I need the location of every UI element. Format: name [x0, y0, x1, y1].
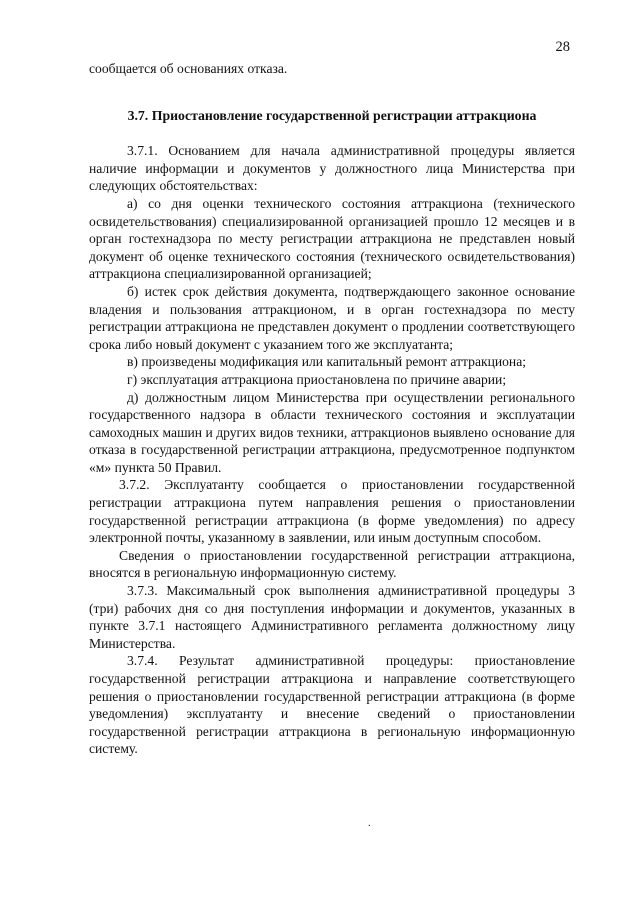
paragraph-3-7-1: 3.7.1. Основанием для начала административной процедуры является наличие информации и документов у должностного лица Министерства при следующих обстоятельствах: — [89, 143, 575, 194]
paragraph-3-7-4: 3.7.4. Результат административной процедуры: приостановление государственной регистрации аттракциона и направление соответствующего решения о приостановлении государственной регистрации аттракциона (в форме уведомления) эксплуатанту и внесение сведений о приостановлении государственной регистрации аттракциона в региональную информационную систему. — [89, 653, 575, 757]
paragraph-continuation: сообщается об основаниях отказа. — [89, 61, 288, 76]
paragraph-3-7-3: 3.7.3. Максимальный срок выполнения административной процедуры 3 (три) рабочих дня со дня поступления информации и документов, указанных в пункте 3.7.1 настоящего Административного регламента должностному лицу Министерства. — [89, 583, 575, 651]
paragraph-item-d: д) должностным лицом Министерства при осуществлении регионального государственного надзора в области технического состояния и эксплуатации самоходных машин и других видов техники, аттракционов выявлено основание для отказа в государственной регистрации аттракциона, предусмотренное подпунктом «м» пункта 50 Правил. — [89, 389, 575, 475]
paragraph-item-a: а) со дня оценки технического состояния аттракциона (технического освидетельствования) специализированной организацией прошло 12 месяцев и в орган гостехнадзора по месту регистрации аттракциона не представлен новый документ об оценке технического состояния (технического освидетельствования) аттракциона специализированной организацией; — [89, 195, 575, 282]
paragraph-3-7-2: 3.7.2. Эксплуатанту сообщается о приостановлении государственной регистрации аттракциона путем направления решения о приостановлении государственной регистрации аттракциона (в форме уведомления) по адресу электронной почты, указанному в заявлении, или иным доступным способом. — [89, 477, 575, 546]
page-number: 28 — [555, 39, 570, 55]
footer-mark: . — [368, 818, 371, 829]
paragraph-item-v: в) произведены модификация или капитальный ремонт аттракциона; — [127, 354, 527, 370]
paragraph-registry-info: Сведения о приостановлении государственной регистрации аттракциона, вносятся в региональную информационную систему. — [89, 547, 575, 581]
paragraph-item-b: б) истек срок действия документа, подтверждающего законное основание владения и пользования аттракционом, и в орган гостехнадзора по месту регистрации аттракциона не представлен документ о продлении соответствующего срока либо новый документ с указанием того же эксплуатанта; — [89, 283, 575, 352]
section-heading: 3.7. Приостановление государственной регистрации аттракциона — [127, 107, 537, 123]
paragraph-item-g: г) эксплуатация аттракциона приостановлена по причине аварии; — [127, 371, 507, 387]
document-body — [89, 60, 575, 758]
